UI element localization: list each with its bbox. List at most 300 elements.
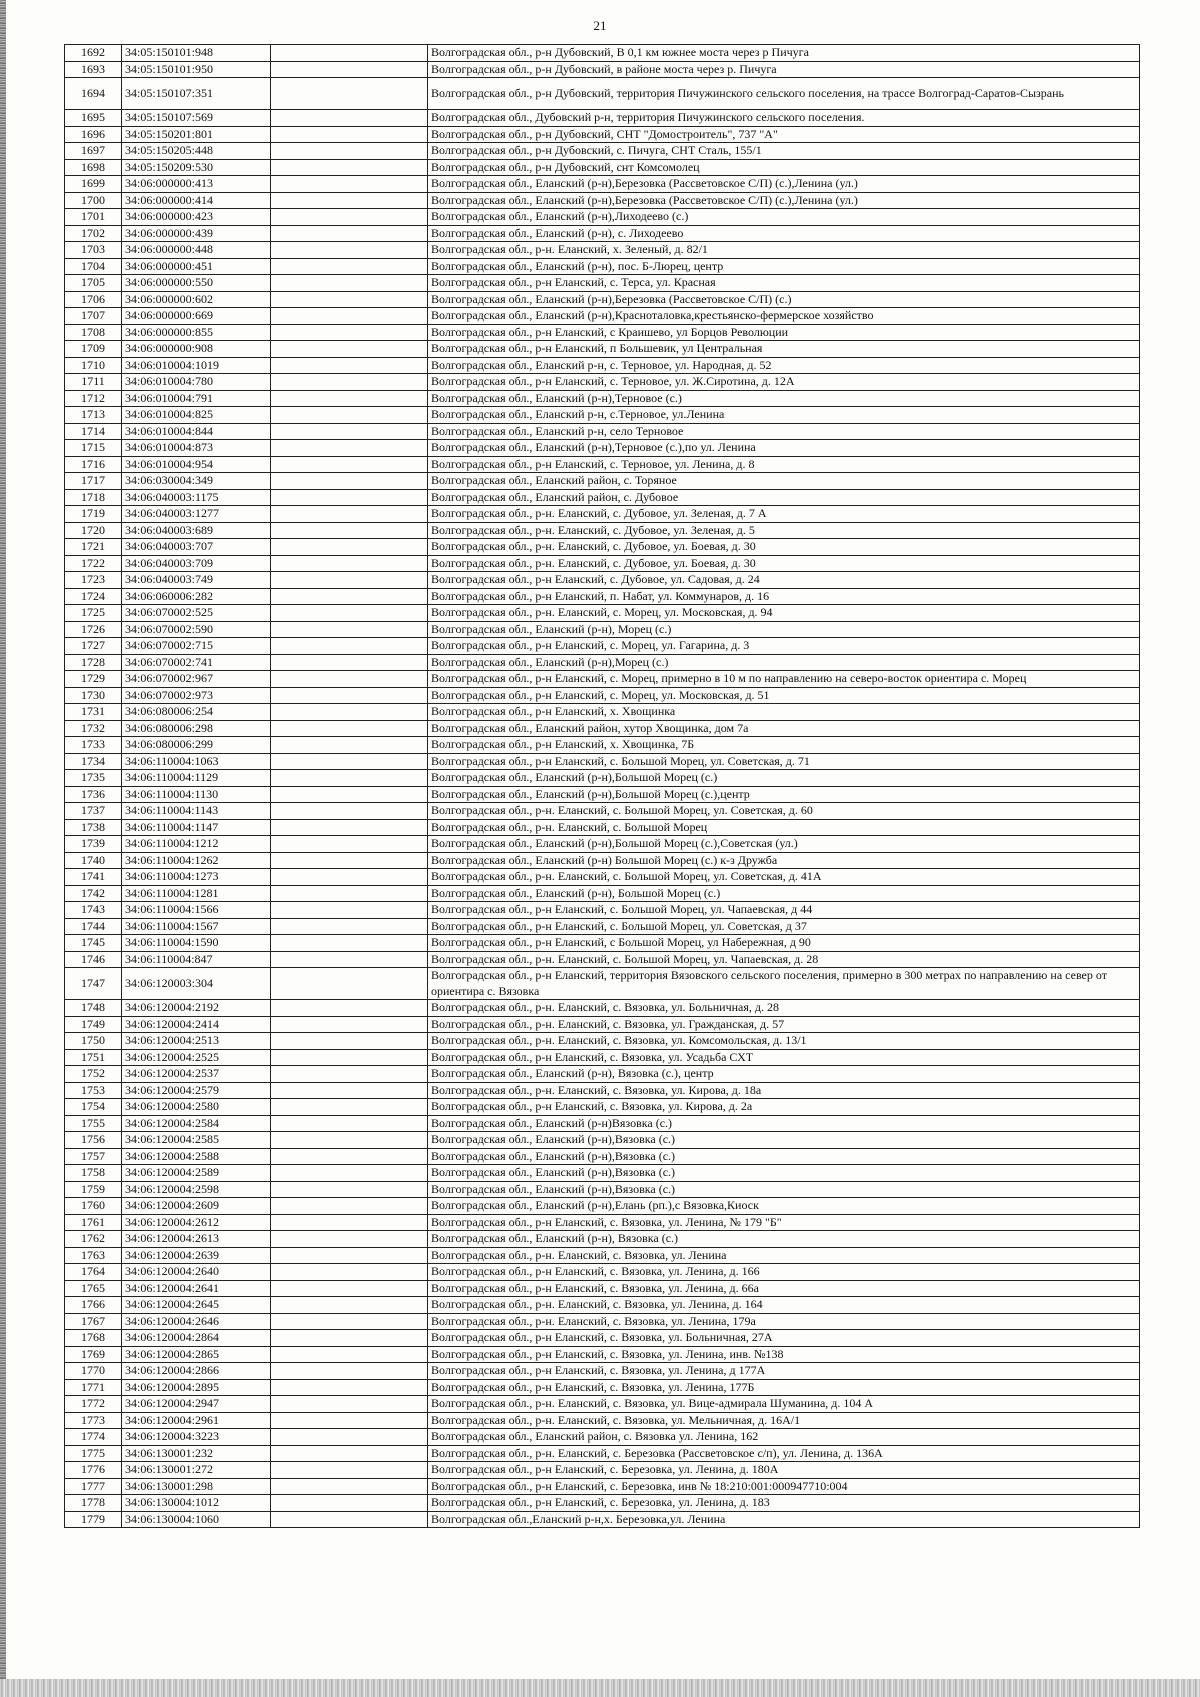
table-row — [65, 192, 1140, 209]
table-row — [65, 473, 1140, 490]
table-row — [65, 407, 1140, 424]
table-row — [65, 869, 1140, 886]
empty-cell — [271, 473, 428, 490]
table-row — [65, 456, 1140, 473]
cadastral-number-cell: 34:06:040003:689 — [122, 522, 271, 539]
row-number-cell: 1727 — [65, 638, 122, 655]
table-row — [65, 209, 1140, 226]
cadastral-number-cell: 34:06:000000:414 — [122, 192, 271, 209]
address-cell: Волгоградская обл., р-н Еланский, с. Вязовка, ул. Усадьба СХТ — [428, 1049, 1140, 1066]
cadastral-number-cell: 34:06:120004:2613 — [122, 1231, 271, 1248]
row-number-cell: 1730 — [65, 687, 122, 704]
empty-cell — [271, 1495, 428, 1512]
empty-cell — [271, 720, 428, 737]
table-row — [65, 1280, 1140, 1297]
row-number-cell: 1764 — [65, 1264, 122, 1281]
cadastral-number-cell: 34:06:120004:3223 — [122, 1429, 271, 1446]
row-number-cell: 1738 — [65, 819, 122, 836]
cadastral-number-cell: 34:06:130004:1060 — [122, 1511, 271, 1528]
row-number-cell: 1704 — [65, 258, 122, 275]
table-row — [65, 291, 1140, 308]
table-row — [65, 1132, 1140, 1149]
table-row — [65, 1082, 1140, 1099]
cadastral-number-cell: 34:06:110004:1281 — [122, 885, 271, 902]
row-number-cell: 1751 — [65, 1049, 122, 1066]
address-cell: Волгоградская обл., р-н. Еланский, с. Вязовка, ул. Кирова, д. 18а — [428, 1082, 1140, 1099]
empty-cell — [271, 126, 428, 143]
empty-cell — [271, 324, 428, 341]
cadastral-number-cell: 34:06:110004:1147 — [122, 819, 271, 836]
row-number-cell: 1729 — [65, 671, 122, 688]
table-row — [65, 423, 1140, 440]
address-cell: Волгоградская обл., р-н Еланский, с. Морец, примерно в 10 м по направлению на северо-восток ориентира с. Морец — [428, 671, 1140, 688]
row-number-cell: 1763 — [65, 1247, 122, 1264]
cadastral-number-cell: 34:06:070002:590 — [122, 621, 271, 638]
table-row — [65, 1181, 1140, 1198]
address-cell: Волгоградская обл., р-н Еланский, с. Большой Морец, ул. Советская, д 37 — [428, 918, 1140, 935]
cadastral-number-cell: 34:06:010004:873 — [122, 440, 271, 457]
empty-cell — [271, 555, 428, 572]
empty-cell — [271, 753, 428, 770]
address-cell: Волгоградская обл., р-н Дубовский, территория Пичужинского сельского поселения, на трассе Волгоград-Саратов-Сызрань — [428, 78, 1140, 110]
row-number-cell: 1736 — [65, 786, 122, 803]
address-cell: Волгоградская обл., р-н Еланский, с. Березовка, ул. Ленина, д. 183 — [428, 1495, 1140, 1512]
address-cell: Волгоградская обл., р-н. Еланский, с. Вязовка, ул. Больничная, д. 28 — [428, 1000, 1140, 1017]
row-number-cell: 1762 — [65, 1231, 122, 1248]
empty-cell — [271, 1016, 428, 1033]
cadastral-number-cell: 34:06:070002:715 — [122, 638, 271, 655]
address-cell: Волгоградская обл., р-н Дубовский, В 0,1 км южнее моста через р Пичуга — [428, 45, 1140, 62]
empty-cell — [271, 374, 428, 391]
cadastral-number-cell: 34:06:000000:423 — [122, 209, 271, 226]
row-number-cell: 1711 — [65, 374, 122, 391]
address-cell: Волгоградская обл.,Еланский р-н,х. Березовка,ул. Ленина — [428, 1511, 1140, 1528]
table-row — [65, 1412, 1140, 1429]
row-number-cell: 1705 — [65, 275, 122, 292]
empty-cell — [271, 1280, 428, 1297]
table-row — [65, 1049, 1140, 1066]
cadastral-number-cell: 34:06:120004:2525 — [122, 1049, 271, 1066]
address-cell: Волгоградская обл., р-н Еланский, с. Терновое, ул. Ж.Сиротина, д. 12А — [428, 374, 1140, 391]
cadastral-number-cell: 34:06:120004:2640 — [122, 1264, 271, 1281]
empty-cell — [271, 1396, 428, 1413]
row-number-cell: 1733 — [65, 737, 122, 754]
address-cell: Волгоградская обл., р-н Еланский, с. Березовка, инв № 18:210:001:000947710:004 — [428, 1478, 1140, 1495]
empty-cell — [271, 1033, 428, 1050]
address-cell: Волгоградская обл., р-н Еланский, с. Вязовка, ул. Ленина, д. 166 — [428, 1264, 1140, 1281]
cadastral-number-cell: 34:06:010004:1019 — [122, 357, 271, 374]
table-row — [65, 440, 1140, 457]
row-number-cell: 1723 — [65, 572, 122, 589]
row-number-cell: 1770 — [65, 1363, 122, 1380]
address-cell: Волгоградская обл., Еланский район, с. Дубовое — [428, 489, 1140, 506]
address-cell: Волгоградская обл., Еланский район, с. Торяное — [428, 473, 1140, 490]
table-row — [65, 1478, 1140, 1495]
table-row — [65, 852, 1140, 869]
address-cell: Волгоградская обл., р-н. Еланский, с. Большой Морец, ул. Советская, д. 60 — [428, 803, 1140, 820]
address-cell: Волгоградская обл., р-н Еланский, с. Березовка, ул. Ленина, д. 180А — [428, 1462, 1140, 1479]
cadastral-number-cell: 34:06:120004:2646 — [122, 1313, 271, 1330]
table-row — [65, 78, 1140, 110]
cadastral-number-cell: 34:06:110004:1566 — [122, 902, 271, 919]
table-row — [65, 159, 1140, 176]
cadastral-number-cell: 34:06:120004:2639 — [122, 1247, 271, 1264]
empty-cell — [271, 1049, 428, 1066]
row-number-cell: 1709 — [65, 341, 122, 358]
cadastral-number-cell: 34:06:120004:2192 — [122, 1000, 271, 1017]
cadastral-number-cell: 34:06:120004:2580 — [122, 1099, 271, 1116]
cadastral-number-cell: 34:06:010004:844 — [122, 423, 271, 440]
row-number-cell: 1752 — [65, 1066, 122, 1083]
table-row — [65, 836, 1140, 853]
row-number-cell: 1700 — [65, 192, 122, 209]
address-cell: Волгоградская обл., р-н. Еланский, с. Вязовка, ул. Вице-адмирала Шуманина, д. 104 А — [428, 1396, 1140, 1413]
empty-cell — [271, 390, 428, 407]
land-parcel-table — [64, 44, 1140, 1528]
empty-cell — [271, 225, 428, 242]
empty-cell — [271, 1198, 428, 1215]
table-row — [65, 885, 1140, 902]
cadastral-number-cell: 34:06:120004:2961 — [122, 1412, 271, 1429]
row-number-cell: 1774 — [65, 1429, 122, 1446]
empty-cell — [271, 159, 428, 176]
cadastral-number-cell: 34:06:000000:413 — [122, 176, 271, 193]
table-row — [65, 704, 1140, 721]
empty-cell — [271, 45, 428, 62]
row-number-cell: 1718 — [65, 489, 122, 506]
empty-cell — [271, 1181, 428, 1198]
empty-cell — [271, 192, 428, 209]
table-row — [65, 1363, 1140, 1380]
table-row — [65, 390, 1140, 407]
row-number-cell: 1719 — [65, 506, 122, 523]
cadastral-number-cell: 34:06:040003:709 — [122, 555, 271, 572]
table-row — [65, 1396, 1140, 1413]
address-cell: Волгоградская обл., р-н Еланский, с. Терновое, ул. Ленина, д. 8 — [428, 456, 1140, 473]
row-number-cell: 1771 — [65, 1379, 122, 1396]
empty-cell — [271, 1462, 428, 1479]
address-cell: Волгоградская обл., р-н. Еланский, с. Дубовое, ул. Зеленая, д. 7 А — [428, 506, 1140, 523]
table-row — [65, 1165, 1140, 1182]
table-row — [65, 1313, 1140, 1330]
cadastral-number-cell: 34:06:040003:1175 — [122, 489, 271, 506]
empty-cell — [271, 1148, 428, 1165]
row-number-cell: 1710 — [65, 357, 122, 374]
cadastral-number-cell: 34:06:120004:2513 — [122, 1033, 271, 1050]
row-number-cell: 1775 — [65, 1445, 122, 1462]
row-number-cell: 1701 — [65, 209, 122, 226]
address-cell: Волгоградская обл., р-н. Еланский, с. Березовка (Рассветовское с/п), ул. Ленина, д. 136А — [428, 1445, 1140, 1462]
cadastral-number-cell: 34:06:120004:2947 — [122, 1396, 271, 1413]
address-cell: Волгоградская обл., р-н Еланский, с. Вязовка, ул. Ленина, № 179 "Б" — [428, 1214, 1140, 1231]
address-cell: Волгоградская обл., р-н. Еланский, с. Вязовка, ул. Гражданская, д. 57 — [428, 1016, 1140, 1033]
table-row — [65, 1247, 1140, 1264]
table-row — [65, 242, 1140, 259]
address-cell: Волгоградская обл., р-н Еланский, х. Хвощинка — [428, 704, 1140, 721]
table-row — [65, 770, 1140, 787]
table-row — [65, 1033, 1140, 1050]
row-number-cell: 1739 — [65, 836, 122, 853]
row-number-cell: 1702 — [65, 225, 122, 242]
row-number-cell: 1695 — [65, 110, 122, 127]
cadastral-number-cell: 34:06:110004:1590 — [122, 935, 271, 952]
address-cell: Волгоградская обл., Дубовский р-н, территория Пичужинского сельского поселения. — [428, 110, 1140, 127]
empty-cell — [271, 1247, 428, 1264]
address-cell: Волгоградская обл., Еланский (р-н), Большой Морец (с.) — [428, 885, 1140, 902]
cadastral-number-cell: 34:06:120004:2612 — [122, 1214, 271, 1231]
table-row — [65, 819, 1140, 836]
address-cell: Волгоградская обл., р-н. Еланский, с. Вязовка, ул. Ленина, 179а — [428, 1313, 1140, 1330]
cadastral-number-cell: 34:06:120004:2598 — [122, 1181, 271, 1198]
row-number-cell: 1767 — [65, 1313, 122, 1330]
table-row — [65, 341, 1140, 358]
cadastral-number-cell: 34:06:070002:973 — [122, 687, 271, 704]
address-cell: Волгоградская обл., Еланский (р-н), Вязовка (с.) — [428, 1231, 1140, 1248]
row-number-cell: 1753 — [65, 1082, 122, 1099]
address-cell: Волгоградская обл., р-н. Еланский, с. Дубовое, ул. Зеленая, д. 5 — [428, 522, 1140, 539]
row-number-cell: 1734 — [65, 753, 122, 770]
row-number-cell: 1745 — [65, 935, 122, 952]
row-number-cell: 1740 — [65, 852, 122, 869]
row-number-cell: 1757 — [65, 1148, 122, 1165]
empty-cell — [271, 143, 428, 160]
cadastral-number-cell: 34:06:040003:1277 — [122, 506, 271, 523]
table-row — [65, 654, 1140, 671]
address-cell: Волгоградская обл., Еланский (р-н),Березовка (Рассветовское С/П) (с.),Ленина (ул.) — [428, 192, 1140, 209]
address-cell: Волгоградская обл., р-н Еланский, с. Морец, ул. Московская, д. 51 — [428, 687, 1140, 704]
address-cell: Волгоградская обл., р-н Еланский, п. Набат, ул. Коммунаров, д. 16 — [428, 588, 1140, 605]
row-number-cell: 1693 — [65, 61, 122, 78]
empty-cell — [271, 291, 428, 308]
empty-cell — [271, 258, 428, 275]
address-cell: Волгоградская обл., Еланский (р-н),Березовка (Рассветовское С/П) (с.) — [428, 291, 1140, 308]
empty-cell — [271, 209, 428, 226]
address-cell: Волгоградская обл., р-н Дубовский, в районе моста через р. Пичуга — [428, 61, 1140, 78]
address-cell: Волгоградская обл., Еланский район, с. Вязовка ул. Ленина, 162 — [428, 1429, 1140, 1446]
address-cell: Волгоградская обл., р-н Дубовский, с. Пичуга, СНТ Сталь, 155/1 — [428, 143, 1140, 160]
scan-bottom-edge — [0, 1679, 1200, 1697]
empty-cell — [271, 242, 428, 259]
row-number-cell: 1706 — [65, 291, 122, 308]
cadastral-number-cell: 34:06:120004:2609 — [122, 1198, 271, 1215]
empty-cell — [271, 803, 428, 820]
address-cell: Волгоградская обл., Еланский (р-н),Вязовка (с.) — [428, 1148, 1140, 1165]
cadastral-number-cell: 34:06:070002:741 — [122, 654, 271, 671]
table-row — [65, 555, 1140, 572]
row-number-cell: 1746 — [65, 951, 122, 968]
row-number-cell: 1692 — [65, 45, 122, 62]
cadastral-number-cell: 34:06:010004:825 — [122, 407, 271, 424]
row-number-cell: 1715 — [65, 440, 122, 457]
empty-cell — [271, 572, 428, 589]
row-number-cell: 1737 — [65, 803, 122, 820]
empty-cell — [271, 621, 428, 638]
row-number-cell: 1712 — [65, 390, 122, 407]
row-number-cell: 1694 — [65, 78, 122, 110]
empty-cell — [271, 1445, 428, 1462]
empty-cell — [271, 737, 428, 754]
cadastral-number-cell: 34:05:150101:948 — [122, 45, 271, 62]
row-number-cell: 1760 — [65, 1198, 122, 1215]
table-row — [65, 638, 1140, 655]
cadastral-number-cell: 34:06:070002:967 — [122, 671, 271, 688]
address-cell: Волгоградская обл., Еланский р-н, с.Терновое, ул.Ленина — [428, 407, 1140, 424]
cadastral-number-cell: 34:06:120004:2866 — [122, 1363, 271, 1380]
cadastral-number-cell: 34:05:150201:801 — [122, 126, 271, 143]
empty-cell — [271, 357, 428, 374]
address-cell: Волгоградская обл., р-н Еланский, п Большевик, ул Центральная — [428, 341, 1140, 358]
cadastral-number-cell: 34:06:130004:1012 — [122, 1495, 271, 1512]
row-number-cell: 1748 — [65, 1000, 122, 1017]
table-row — [65, 506, 1140, 523]
cadastral-number-cell: 34:06:120004:2579 — [122, 1082, 271, 1099]
table-row — [65, 1115, 1140, 1132]
address-cell: Волгоградская обл., р-н. Еланский, с. Большой Морец, ул. Чапаевская, д. 28 — [428, 951, 1140, 968]
row-number-cell: 1773 — [65, 1412, 122, 1429]
cadastral-number-cell: 34:06:070002:525 — [122, 605, 271, 622]
empty-cell — [271, 1379, 428, 1396]
table-row — [65, 1231, 1140, 1248]
empty-cell — [271, 918, 428, 935]
row-number-cell: 1717 — [65, 473, 122, 490]
address-cell: Волгоградская обл., Еланский (р-н),Вязовка (с.) — [428, 1165, 1140, 1182]
address-cell: Волгоградская обл., Еланский (р-н),Большой Морец (с.),центр — [428, 786, 1140, 803]
address-cell: Волгоградская обл., р-н Еланский, с. Вязовка, ул. Больничная, 27А — [428, 1330, 1140, 1347]
empty-cell — [271, 654, 428, 671]
address-cell: Волгоградская обл., Еланский (р-н),Елань (рп.),с Вязовка,Киоск — [428, 1198, 1140, 1215]
cadastral-number-cell: 34:06:120004:2589 — [122, 1165, 271, 1182]
cadastral-number-cell: 34:06:120004:2414 — [122, 1016, 271, 1033]
empty-cell — [271, 1214, 428, 1231]
scan-left-edge — [0, 0, 6, 1697]
address-cell: Волгоградская обл., р-н Дубовский, снт Комсомолец — [428, 159, 1140, 176]
cadastral-number-cell: 34:06:080006:298 — [122, 720, 271, 737]
cadastral-number-cell: 34:06:010004:780 — [122, 374, 271, 391]
address-cell: Волгоградская обл., Еланский (р-н),Красноталовка,крестьянско-фермерское хозяйство — [428, 308, 1140, 325]
empty-cell — [271, 522, 428, 539]
cadastral-number-cell: 34:05:150209:530 — [122, 159, 271, 176]
row-number-cell: 1742 — [65, 885, 122, 902]
cadastral-number-cell: 34:06:110004:1567 — [122, 918, 271, 935]
table-row — [65, 539, 1140, 556]
address-cell: Волгоградская обл., р-н. Еланский, с. Дубовое, ул. Боевая, д. 30 — [428, 539, 1140, 556]
empty-cell — [271, 588, 428, 605]
table-row — [65, 737, 1140, 754]
cadastral-number-cell: 34:06:130001:272 — [122, 1462, 271, 1479]
table-row — [65, 588, 1140, 605]
empty-cell — [271, 1264, 428, 1281]
table-row — [65, 275, 1140, 292]
empty-cell — [271, 1115, 428, 1132]
table-row — [65, 720, 1140, 737]
cadastral-number-cell: 34:06:110004:1273 — [122, 869, 271, 886]
address-cell: Волгоградская обл., Еланский (р-н),Большой Морец (с.),Советская (ул.) — [428, 836, 1140, 853]
address-cell: Волгоградская обл., Еланский (р-н), пос. Б-Люрец, центр — [428, 258, 1140, 275]
empty-cell — [271, 638, 428, 655]
row-number-cell: 1724 — [65, 588, 122, 605]
empty-cell — [271, 770, 428, 787]
row-number-cell: 1756 — [65, 1132, 122, 1149]
empty-cell — [271, 506, 428, 523]
row-number-cell: 1777 — [65, 1478, 122, 1495]
address-cell: Волгоградская обл., р-н Еланский, с. Терса, ул. Красная — [428, 275, 1140, 292]
empty-cell — [271, 786, 428, 803]
address-cell: Волгоградская обл., р-н. Еланский, с. Вязовка, ул. Комсомольская, д. 13/1 — [428, 1033, 1140, 1050]
table-row — [65, 45, 1140, 62]
cadastral-number-cell: 34:06:120004:2588 — [122, 1148, 271, 1165]
cadastral-number-cell: 34:06:030004:349 — [122, 473, 271, 490]
cadastral-number-cell: 34:06:000000:669 — [122, 308, 271, 325]
cadastral-number-cell: 34:06:120004:2865 — [122, 1346, 271, 1363]
row-number-cell: 1699 — [65, 176, 122, 193]
address-cell: Волгоградская обл., р-н Еланский, с. Морец, ул. Гагарина, д. 3 — [428, 638, 1140, 655]
table-row — [65, 1511, 1140, 1528]
empty-cell — [271, 539, 428, 556]
table-row — [65, 1099, 1140, 1116]
row-number-cell: 1726 — [65, 621, 122, 638]
empty-cell — [271, 1511, 428, 1528]
address-cell: Волгоградская обл., Еланский (р-н),Березовка (Рассветовское С/П) (с.),Ленина (ул.) — [428, 176, 1140, 193]
table-row — [65, 1264, 1140, 1281]
empty-cell — [271, 1429, 428, 1446]
table-row — [65, 1214, 1140, 1231]
row-number-cell: 1755 — [65, 1115, 122, 1132]
row-number-cell: 1743 — [65, 902, 122, 919]
address-cell: Волгоградская обл., р-н Еланский, с. Вязовка, ул. Ленина, д 177А — [428, 1363, 1140, 1380]
table-row — [65, 951, 1140, 968]
empty-cell — [271, 687, 428, 704]
empty-cell — [271, 308, 428, 325]
row-number-cell: 1696 — [65, 126, 122, 143]
table-row — [65, 1297, 1140, 1314]
row-number-cell: 1779 — [65, 1511, 122, 1528]
table-row — [65, 902, 1140, 919]
address-cell: Волгоградская обл., р-н Еланский, с. Вязовка, ул. Ленина, д. 66а — [428, 1280, 1140, 1297]
empty-cell — [271, 1297, 428, 1314]
address-cell: Волгоградская обл., р-н Еланский, с Краишево, ул Борцов Революции — [428, 324, 1140, 341]
cadastral-number-cell: 34:06:080006:254 — [122, 704, 271, 721]
table-row — [65, 61, 1140, 78]
row-number-cell: 1731 — [65, 704, 122, 721]
empty-cell — [271, 1363, 428, 1380]
empty-cell — [271, 110, 428, 127]
table-row — [65, 1330, 1140, 1347]
row-number-cell: 1732 — [65, 720, 122, 737]
row-number-cell: 1754 — [65, 1099, 122, 1116]
table-row — [65, 143, 1140, 160]
table-row — [65, 374, 1140, 391]
cadastral-number-cell: 34:05:150101:950 — [122, 61, 271, 78]
row-number-cell: 1744 — [65, 918, 122, 935]
address-cell: Волгоградская обл., Еланский (р-н),Терновое (с.) — [428, 390, 1140, 407]
cadastral-number-cell: 34:06:120003:304 — [122, 968, 271, 1000]
empty-cell — [271, 902, 428, 919]
empty-cell — [271, 704, 428, 721]
empty-cell — [271, 1478, 428, 1495]
row-number-cell: 1747 — [65, 968, 122, 1000]
row-number-cell: 1714 — [65, 423, 122, 440]
table-row — [65, 918, 1140, 935]
empty-cell — [271, 78, 428, 110]
empty-cell — [271, 1132, 428, 1149]
address-cell: Волгоградская обл., Еланский (р-н), Морец (с.) — [428, 621, 1140, 638]
address-cell: Волгоградская обл., Еланский (р-н),Вязовка (с.) — [428, 1132, 1140, 1149]
address-cell: Волгоградская обл., р-н Еланский, территория Вязовского сельского поселения, примерно в 300 метрах по направлению на север от ориентира с. Вязовка — [428, 968, 1140, 1000]
cadastral-number-cell: 34:06:000000:908 — [122, 341, 271, 358]
empty-cell — [271, 852, 428, 869]
empty-cell — [271, 1346, 428, 1363]
row-number-cell: 1776 — [65, 1462, 122, 1479]
